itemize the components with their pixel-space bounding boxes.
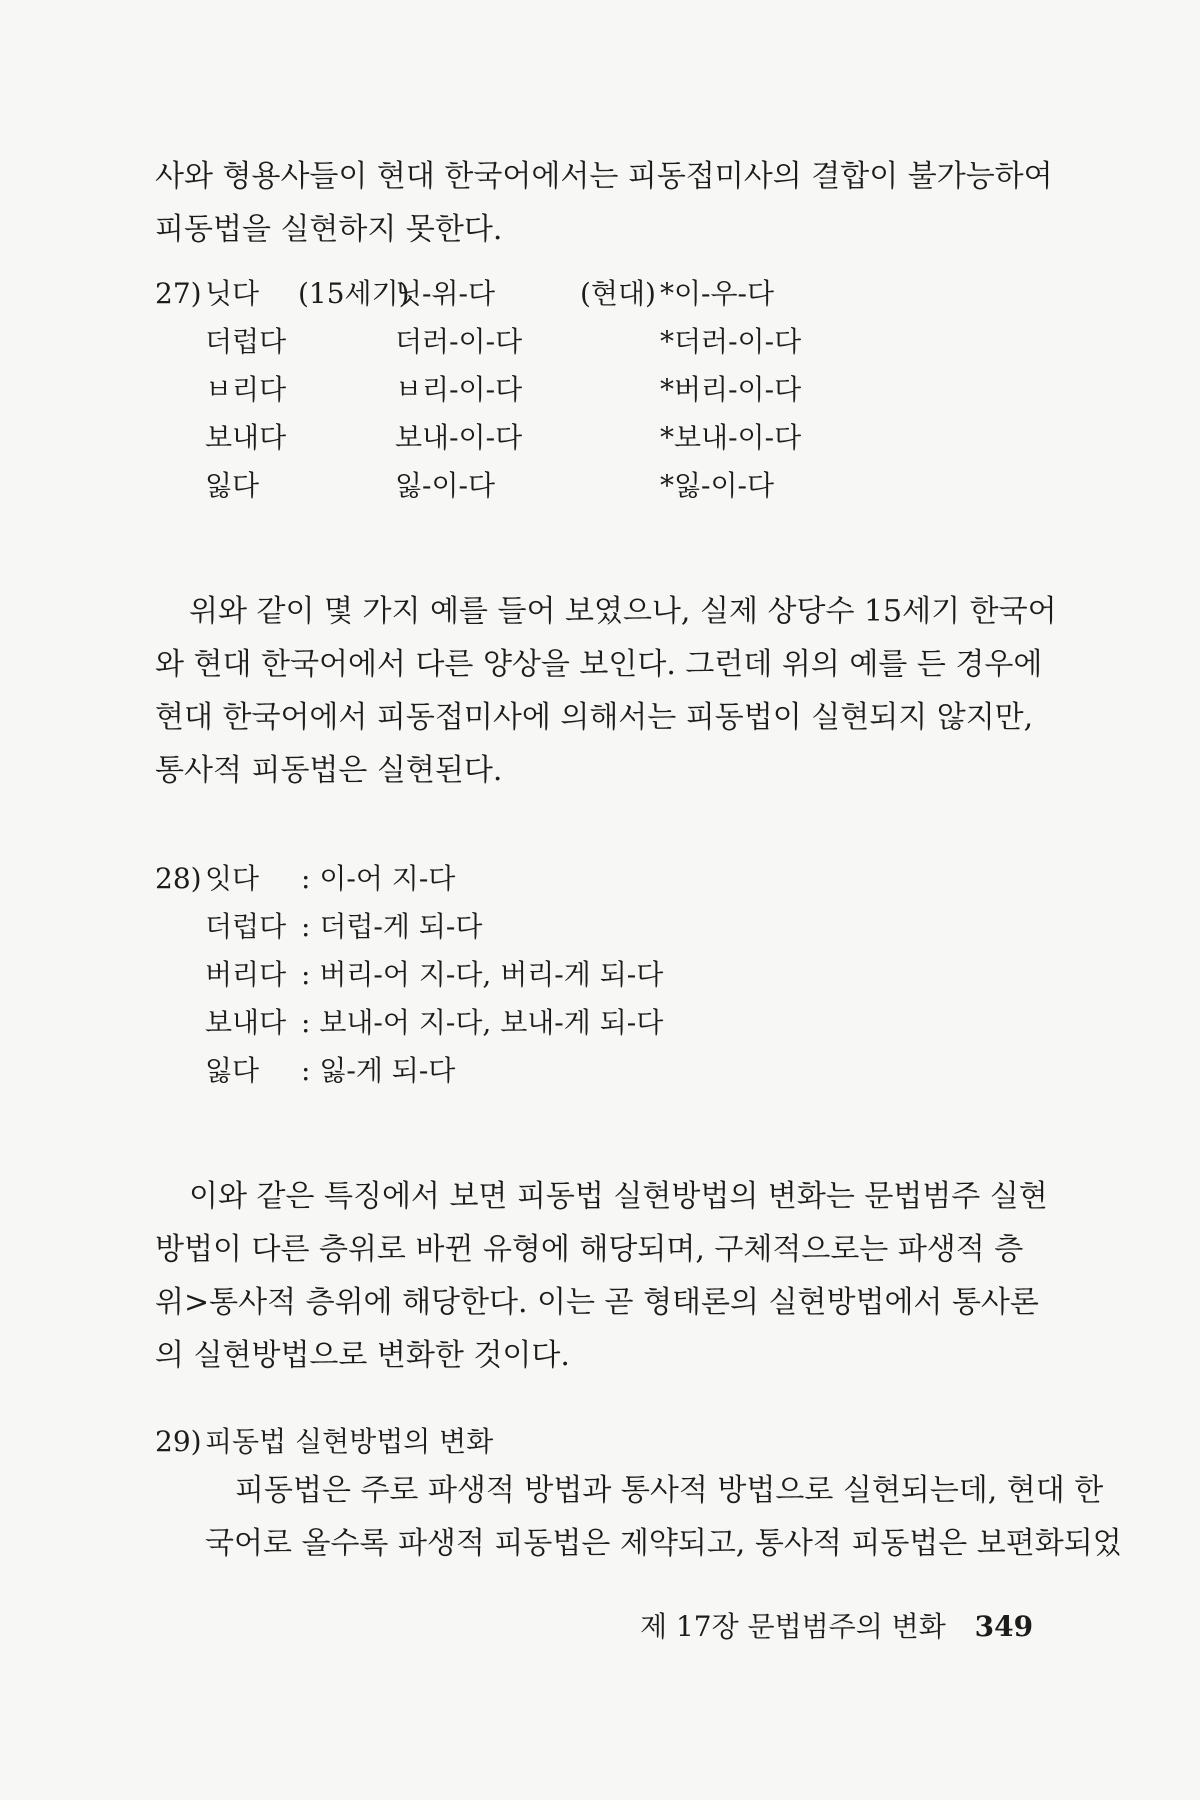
- example-base: 보내다: [205, 1006, 287, 1039]
- paragraph-line: 현대 한국어에서 피동접미사에 의해서는 피동법이 실현되지 않지만,: [155, 700, 1034, 735]
- example-title: 피동법 실현방법의 변화: [205, 1425, 494, 1458]
- example-15c-form: 보내-이-다: [395, 421, 523, 454]
- example-15c-form: 닛-위-다: [395, 277, 496, 310]
- example-number: 28): [155, 862, 202, 895]
- paragraph-line: 위와 같이 몇 가지 예를 들어 보였으나, 실제 상당수 15세기 한국어: [189, 594, 1057, 629]
- paragraph-line: 피동법은 주로 파생적 방법과 통사적 방법으로 실현되는데, 현대 한: [235, 1473, 1104, 1508]
- example-base: 잃다: [205, 1054, 260, 1087]
- page-footer: [640, 1605, 1060, 1645]
- example-15c-form: 잃-이-다: [395, 469, 496, 502]
- example-form: : 이-어 지-다: [301, 862, 456, 895]
- example-row: [155, 462, 1055, 510]
- example-modern-form: *버리-이-다: [660, 373, 802, 406]
- example-row: [155, 855, 1055, 903]
- example-number: 27): [155, 277, 202, 310]
- example-base: 잇다: [205, 862, 260, 895]
- example-form: : 보내-어 지-다, 보내-게 되-다: [301, 1006, 664, 1039]
- example-row: [155, 1418, 1060, 1466]
- paragraph-line: 이와 같은 특징에서 보면 피동법 실현방법의 변화는 문법범주 실현: [189, 1179, 1048, 1214]
- example-row: [155, 951, 1055, 999]
- paragraph-2: [155, 585, 1060, 797]
- paragraph-line: 방법이 다른 층위로 바뀐 유형에 해당되며, 구체적으로는 파생적 층: [155, 1232, 1024, 1267]
- chapter-title: 제 17장 문법범주의 변화: [640, 1610, 946, 1643]
- paragraph-line: 의 실현방법으로 변화한 것이다.: [155, 1338, 570, 1373]
- example-row: [155, 1047, 1055, 1095]
- paragraph-line: 사와 형용사들이 현대 한국어에서는 피동접미사의 결합이 불가능하여: [155, 159, 1053, 194]
- example-row: [155, 270, 1055, 318]
- paragraph-1: [155, 150, 1060, 256]
- example-base: ㅂ리다: [205, 373, 287, 406]
- example-form: : 버리-어 지-다, 버리-게 되-다: [301, 958, 664, 991]
- example-base: 잃다: [205, 469, 260, 502]
- example-29-body: [205, 1464, 1122, 1570]
- example-15c-form: ㅂ리-이-다: [395, 373, 523, 406]
- example-28: [155, 855, 1055, 1095]
- example-29: [155, 1418, 1060, 1466]
- example-row: [155, 414, 1055, 462]
- example-form: : 잃-게 되-다: [301, 1054, 456, 1087]
- label-modern: (현대): [580, 277, 656, 310]
- example-27: [155, 270, 1055, 510]
- example-number: 29): [155, 1425, 202, 1458]
- paragraph-line: 피동법을 실현하지 못한다.: [155, 212, 503, 247]
- example-base: 더럽다: [205, 325, 287, 358]
- example-base: 닛다: [205, 277, 260, 310]
- example-base: 더럽다: [205, 910, 287, 943]
- paragraph-line: 위>통사적 층위에 해당한다. 이는 곧 형태론의 실현방법에서 통사론: [155, 1285, 1039, 1320]
- page-number: 349: [974, 1610, 1034, 1643]
- paragraph-line: 와 현대 한국어에서 다른 양상을 보인다. 그런데 위의 예를 든 경우에: [155, 647, 1043, 682]
- paragraph-line: 통사적 피동법은 실현된다.: [155, 753, 503, 788]
- example-base: 보내다: [205, 421, 287, 454]
- example-form: : 더럽-게 되-다: [301, 910, 483, 943]
- example-row: [155, 318, 1055, 366]
- paragraph-line: 국어로 올수록 파생적 피동법은 제약되고, 통사적 피동법은 보편화되었: [205, 1526, 1122, 1561]
- example-modern-form: *이-우-다: [660, 277, 775, 310]
- example-modern-form: *보내-이-다: [660, 421, 802, 454]
- example-modern-form: *더러-이-다: [660, 325, 802, 358]
- example-row: [155, 903, 1055, 951]
- example-row: [155, 999, 1055, 1047]
- example-base: 버리다: [205, 958, 287, 991]
- paragraph-3: [155, 1170, 1060, 1382]
- example-modern-form: *잃-이-다: [660, 469, 775, 502]
- example-15c-form: 더러-이-다: [395, 325, 523, 358]
- label-15c: (15세기): [298, 277, 410, 310]
- example-row: [155, 366, 1055, 414]
